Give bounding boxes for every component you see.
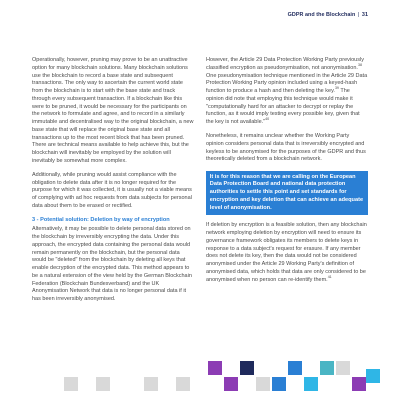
paragraph-text: If deletion by encryption is a feasible solution, then any blockchain network employing deletion by encryption will need to ensure its governance framework obligates its members to delete keys in response to a data subject's request for erasure. If any member does not delete its key, then the data would not be considered anonymised under the Article 29 Working Party's definition of anonymised data, which holds that data are only considered to be anonymised when no person can re-identify them. [206,222,367,283]
decorative-square [304,377,318,391]
decorative-square [224,377,238,391]
decorative-square [336,361,350,375]
page-number: 31 [361,12,368,18]
decorative-square [208,361,222,375]
decorative-square [288,361,302,375]
decorative-square [320,361,334,375]
paragraph-text: However, the Article 29 Data Protection Working Party previously classified encryption as pseudonymisation, not anonymisation. [206,57,364,71]
footnote-ref[interactable]: 39 [334,86,339,91]
footnote-ref[interactable]: 41 [327,274,332,279]
decorative-square [144,377,158,391]
decorative-square [366,369,380,383]
footnote-ref[interactable]: 40 [265,117,270,122]
paragraph: Additionally, while pruning would assist compliance with the obligation to delete data after it is no longer required for the purpose for which it was collected, it is usually not a viable means of complying with ad hoc requests from data subjects for personal data about them to be erased or rectified. [32,171,192,209]
decorative-square [272,377,286,391]
decorative-square [352,377,366,391]
decorative-square [96,377,110,391]
running-header-title: GDPR and the Blockchain [287,12,356,18]
highlight-callout: It is for this reason that we are calling on the European Data Protection Board and national data protection authorities to settle this point and set standards for encryption and key deletion that can achieve an adequate level of anonymisation. [206,171,368,216]
paragraph: Nonetheless, it remains unclear whether the Working Party opinion considers personal data that is irreversibly encrypted and keyless to be anonymised for the purposes of the GDPR and thus theoretically deleted from a blockchain network. [206,133,366,163]
decorative-square [240,361,254,375]
paragraph: Alternatively, it may be possible to delete personal data stored on the blockchain by irreversibly encrypting the data. Under this approach, the encrypted data containing the personal data would remain permanently on the blockchain, but the personal data would be "deleted" from the blockchain by deleting all keys that enable decryption of the encrypted data. This method appears to be a natural extension of the view held by the German Blockchain Federation (Blockchain Bundesverband) and the UK Anonymisation Network that data is no longer personal data if it has been irreversibly anonymised. [32,226,192,303]
running-header [288,12,368,18]
paragraph-text: The opinion did note that employing this technique would make it "computationally hard for an attacker to decrypt or replay the function, as it would imply testing every possible key, given that the key is not available." [206,88,360,125]
paragraph: Operationally, however, pruning may prove to be an unattractive option for many blockchain solutions. Many blockchain solutions use the blockchain to record a base state and subsequent transactions. The only way to ascertain the current world state from the blockchain is to start with the base state and track through every subsequent transaction. If a blockchain like this were to be pruned, it would be necessary for the participants on the network to formulate and agree, and to record in a similarly immutable and decentralised way to the original blockchain, a new base state that will replace the original base state and all transactions up to the most recent block that has been pruned. There are technical means available to help achieve this, but the blockchain will inevitably be employed by the solution will inevitably be somewhat more complex. [32,57,194,164]
right-column [206,57,368,291]
paragraph [206,57,368,127]
running-header-separator: | [357,12,360,18]
footnote-ref[interactable]: 38 [357,62,362,67]
decorative-square [176,377,190,391]
decorative-square [64,377,78,391]
paragraph-text: One pseudonymisation technique mentioned in the Article 29 Data Protection Working Party opinion included using a keyed-hash function to produce a hash and then deleting the key. [206,72,368,94]
left-column [32,57,194,310]
section-heading: 3 - Potential solution: Deletion by way of encryption [32,217,170,224]
decorative-square [256,377,270,391]
paragraph [206,222,368,284]
